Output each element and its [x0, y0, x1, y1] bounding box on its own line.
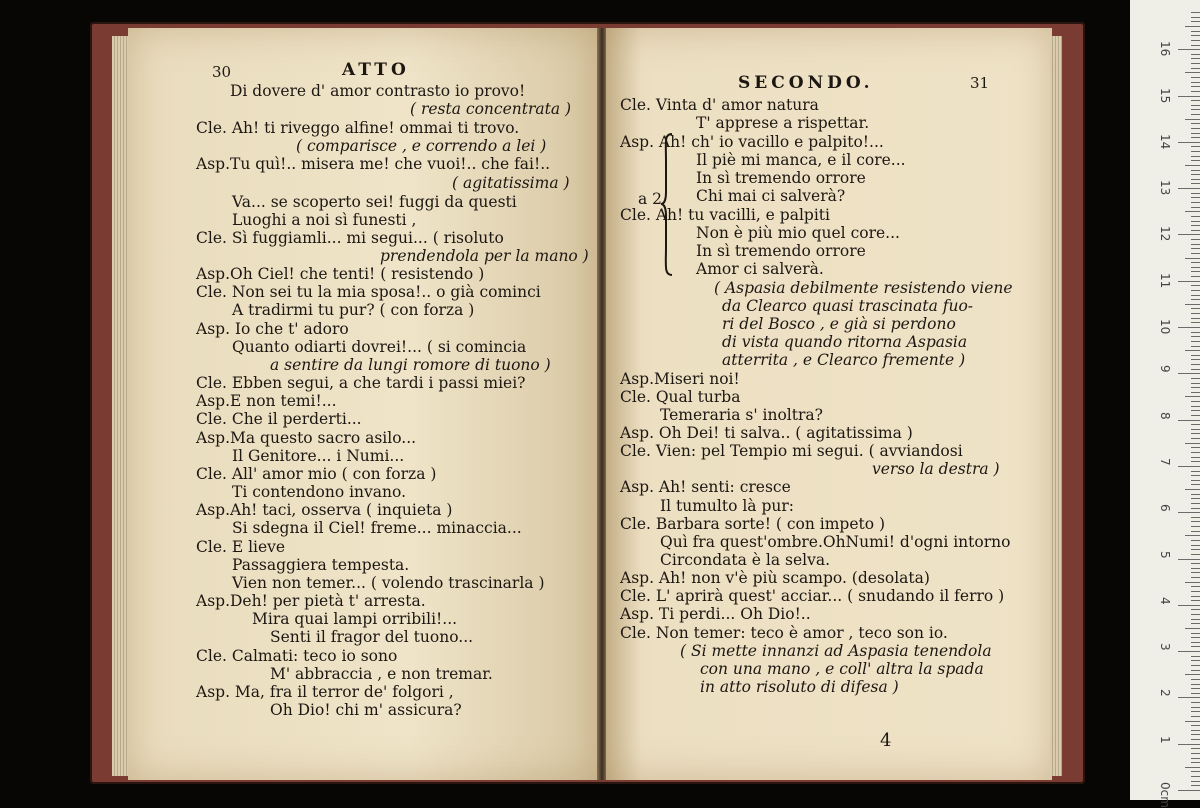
ruler-label: 14: [1158, 133, 1172, 150]
ruler-tick: [1191, 313, 1200, 314]
text-line: Cle. All' amor mio ( con forza ): [196, 465, 437, 483]
text-line: In sì tremendo orrore: [696, 242, 866, 260]
text-line: ( agitatissima ): [452, 174, 570, 192]
ruler-tick: [1191, 128, 1200, 129]
ruler-tick: [1191, 503, 1200, 504]
text-line: Va... se scoperto sei! fuggi da questi: [232, 193, 517, 211]
ruler-tick: [1178, 142, 1200, 143]
ruler-tick: [1191, 688, 1200, 689]
ruler-tick: [1191, 702, 1200, 703]
text-line: Cle. Barbara sorte! ( con impeto ): [620, 515, 886, 533]
ruler-tick: [1191, 239, 1200, 240]
ruler-tick: [1191, 785, 1200, 786]
text-line: Quì fra quest'ombre.OhNumi! d'ogni intorno: [660, 533, 1011, 551]
ruler-tick: [1191, 730, 1200, 731]
ruler-tick: [1191, 410, 1200, 411]
text-line: Asp.E non temi!...: [196, 392, 337, 410]
ruler-tick: [1191, 82, 1200, 83]
ruler-tick: [1185, 119, 1200, 120]
text-line: da Clearco quasi trascinata fuo-: [722, 297, 974, 315]
ruler-tick: [1191, 86, 1200, 87]
ruler-tick: [1191, 540, 1200, 541]
ruler-tick: [1191, 137, 1200, 138]
ruler-tick: [1178, 559, 1200, 560]
ruler-label: 7: [1158, 457, 1172, 466]
text-line: Cle. Qual turba: [620, 388, 741, 406]
ruler-label: 2: [1158, 689, 1172, 698]
ruler-tick: [1191, 271, 1200, 272]
ruler-tick: [1178, 234, 1200, 235]
ruler-tick: [1191, 364, 1200, 365]
text-line: di vista quando ritorna Aspasia: [722, 333, 968, 351]
ruler-tick: [1191, 475, 1200, 476]
text-line: Amor ci salverà.: [696, 260, 824, 278]
text-line: Cle. E lieve: [196, 538, 286, 556]
text-line: Asp.Ah! taci, osserva ( inquieta ): [196, 501, 453, 519]
ruler-tick: [1191, 637, 1200, 638]
text-line: Il tumulto là pur:: [660, 497, 795, 515]
text-line: Asp. Ah! senti: cresce: [620, 478, 791, 496]
ruler-tick: [1191, 244, 1200, 245]
ruler-tick: [1191, 508, 1200, 509]
ruler-tick: [1191, 253, 1200, 254]
ruler-tick: [1191, 531, 1200, 532]
text-line: verso la destra ): [872, 460, 1000, 478]
ruler-tick: [1185, 211, 1200, 212]
ruler-tick: [1185, 767, 1200, 768]
ruler-label: 6: [1158, 504, 1172, 512]
ruler-tick: [1191, 401, 1200, 402]
ruler-tick: [1191, 711, 1200, 712]
text-line: Di dovere d' amor contrasto io provo!: [230, 82, 526, 100]
ruler-label: 0cm: [1158, 782, 1172, 808]
ruler-label: 3: [1158, 643, 1172, 651]
ruler-tick: [1191, 781, 1200, 782]
ruler-label: 12: [1158, 226, 1172, 242]
ruler-tick: [1185, 72, 1200, 73]
text-line: Circondata è la selva.: [660, 551, 831, 569]
ruler-tick: [1191, 174, 1200, 175]
ruler-tick: [1191, 387, 1200, 388]
ruler-tick: [1191, 498, 1200, 499]
ruler-tick: [1191, 179, 1200, 180]
ruler-tick: [1191, 739, 1200, 740]
ruler-tick: [1191, 545, 1200, 546]
text-line: Cle. Ebben segui, a che tardi i passi miei?: [196, 374, 526, 392]
text-line: Cle. Sì fuggiamli... mi segui... ( risoluto: [196, 229, 504, 247]
ruler-tick: [1191, 156, 1200, 157]
text-line: T' apprese a rispettar.: [696, 114, 870, 132]
ruler-tick: [1178, 327, 1200, 328]
ruler-tick: [1191, 54, 1200, 55]
ruler-tick: [1185, 304, 1200, 305]
ruler-tick: [1178, 420, 1200, 421]
ruler-tick: [1191, 725, 1200, 726]
ruler-tick: [1191, 586, 1200, 587]
ruler-tick: [1191, 359, 1200, 360]
ruler-tick: [1191, 614, 1200, 615]
ruler-tick: [1191, 623, 1200, 624]
right-running-header: SECONDO.: [738, 73, 874, 93]
ruler-tick: [1185, 165, 1200, 166]
ruler-label: 4: [1158, 596, 1172, 605]
ruler-tick: [1191, 461, 1200, 462]
ruler-tick: [1191, 230, 1200, 231]
ruler-tick: [1191, 660, 1200, 661]
text-line: Cle. Calmati: teco io sono: [196, 647, 398, 665]
text-line: Cle. Vinta d' amor natura: [620, 96, 819, 114]
ruler-tick: [1191, 438, 1200, 439]
ruler-tick: [1191, 346, 1200, 347]
ruler-tick: [1185, 396, 1200, 397]
ruler-tick: [1191, 322, 1200, 323]
ruler-tick: [1191, 207, 1200, 208]
ruler-tick: [1191, 341, 1200, 342]
ruler-tick: [1185, 489, 1200, 490]
ruler-tick: [1191, 109, 1200, 110]
ruler-tick: [1191, 355, 1200, 356]
ruler-tick: [1191, 716, 1200, 717]
ruler-tick: [1178, 651, 1200, 652]
text-line: Asp. Ah! non v'è più scampo. (desolata): [620, 569, 930, 587]
ruler-tick: [1191, 63, 1200, 64]
ruler-tick: [1191, 480, 1200, 481]
ruler-tick: [1191, 170, 1200, 171]
text-line: Quanto odiarti dovrei!... ( si comincia: [232, 338, 527, 356]
text-line: Cle. Vien: pel Tempio mi segui. ( avviandosi: [620, 442, 963, 460]
text-line: Ti contendono invano.: [232, 483, 407, 501]
ruler-tick: [1191, 295, 1200, 296]
ruler-label: 10: [1158, 319, 1172, 335]
ruler-tick: [1191, 123, 1200, 124]
ruler-tick: [1191, 248, 1200, 249]
ruler-tick: [1191, 378, 1200, 379]
ruler-tick: [1191, 100, 1200, 101]
ruler-tick: [1191, 105, 1200, 106]
ruler-tick: [1191, 762, 1200, 763]
ruler-tick: [1191, 684, 1200, 685]
text-line: ( Si mette innanzi ad Aspasia tenendola: [680, 642, 992, 660]
ruler-tick: [1178, 790, 1200, 791]
measuring-ruler: [1130, 0, 1200, 808]
ruler-tick: [1185, 721, 1200, 722]
ruler-tick: [1191, 133, 1200, 134]
ruler-tick: [1191, 415, 1200, 416]
ruler-tick: [1191, 471, 1200, 472]
ruler-label: 11: [1158, 272, 1172, 288]
text-line: Cle. Ah! ti riveggo alfine! ommai ti trovo.: [196, 119, 520, 137]
text-line: Il piè mi manca, e il core...: [696, 151, 906, 169]
ruler-tick: [1185, 443, 1200, 444]
ruler-label: 15: [1158, 87, 1172, 103]
text-line: M' abbraccia , e non tremar.: [270, 665, 493, 683]
ruler-tick: [1191, 202, 1200, 203]
text-line: ( resta concentrata ): [410, 100, 572, 118]
text-line: Asp.Tu quì!.. misera me! che vuoi!.. che fai!..: [196, 155, 551, 173]
right-page-number: 31: [970, 74, 990, 92]
ruler-tick: [1191, 12, 1200, 13]
ruler-tick: [1191, 31, 1200, 32]
text-line: Cle. Non temer: teco è amor , teco son io.: [620, 624, 948, 642]
text-line: Cle. Che il perderti...: [196, 410, 362, 428]
ruler-tick: [1191, 424, 1200, 425]
ruler-tick: [1191, 494, 1200, 495]
ruler-tick: [1191, 693, 1200, 694]
text-line: Passaggiera tempesta.: [232, 556, 410, 574]
text-line: Asp. Ti perdi... Oh Dio!..: [620, 605, 811, 623]
text-line: Chi mai ci salverà?: [696, 187, 846, 205]
ruler-tick: [1191, 77, 1200, 78]
text-line: Cle. Non sei tu la mia sposa!.. o già cominci: [196, 283, 541, 301]
ruler-tick: [1191, 225, 1200, 226]
text-line: Mira quai lampi orribili!...: [252, 610, 458, 628]
ruler-tick: [1191, 656, 1200, 657]
ruler-tick: [1191, 633, 1200, 634]
ruler-tick: [1191, 670, 1200, 671]
ruler-label: 5: [1158, 550, 1172, 559]
ruler-tick: [1191, 517, 1200, 518]
text-line: Temeraria s' inoltra?: [660, 406, 823, 424]
ruler-tick: [1191, 114, 1200, 115]
ruler-tick: [1178, 373, 1200, 374]
ruler-tick: [1191, 146, 1200, 147]
ruler-tick: [1191, 452, 1200, 453]
text-line: Luoghi a noi sì funesti ,: [232, 211, 417, 229]
ruler-tick: [1191, 707, 1200, 708]
ruler-tick: [1191, 563, 1200, 564]
ruler-tick: [1185, 582, 1200, 583]
ruler-tick: [1191, 753, 1200, 754]
ruler-tick: [1191, 549, 1200, 550]
a-due-label: a 2: [638, 190, 663, 208]
ruler-tick: [1191, 221, 1200, 222]
ruler-tick: [1191, 406, 1200, 407]
ruler-tick: [1191, 318, 1200, 319]
ruler-tick: [1191, 332, 1200, 333]
ruler-tick: [1191, 276, 1200, 277]
ruler-tick: [1191, 91, 1200, 92]
text-line: in atto risoluto di difesa ): [700, 678, 899, 696]
ruler-tick: [1191, 619, 1200, 620]
text-line: a sentire da lungi romore di tuono ): [270, 356, 551, 374]
ruler-tick: [1185, 628, 1200, 629]
ruler-tick: [1178, 744, 1200, 745]
ruler-tick: [1178, 605, 1200, 606]
left-running-header: ATTO: [342, 60, 410, 80]
text-line: ri del Bosco , e già si perdono: [722, 315, 956, 333]
text-line: Asp.Miseri noi!: [620, 370, 740, 388]
text-line: Cle. L' aprirà quest' acciar... ( snudando il ferro ): [620, 587, 1005, 605]
ruler-tick: [1191, 151, 1200, 152]
ruler-tick: [1191, 40, 1200, 41]
ruler-tick: [1178, 697, 1200, 698]
ruler-tick: [1191, 554, 1200, 555]
ruler-tick: [1191, 642, 1200, 643]
ruler-tick: [1191, 392, 1200, 393]
ruler-tick: [1191, 609, 1200, 610]
ruler-tick: [1191, 568, 1200, 569]
text-line: atterrita , e Clearco fremente ): [722, 351, 966, 369]
text-line: Asp. Ma, fra il terror de' folgori ,: [196, 683, 454, 701]
text-line: Asp. Oh Dei! ti salva.. ( agitatissima ): [620, 424, 913, 442]
ruler-tick: [1191, 17, 1200, 18]
ruler-tick: [1191, 771, 1200, 772]
signature-mark: 4: [880, 730, 892, 751]
ruler-tick: [1191, 433, 1200, 434]
ruler-tick: [1191, 572, 1200, 573]
ruler-tick: [1191, 21, 1200, 22]
text-line: In sì tremendo orrore: [696, 169, 866, 187]
ruler-tick: [1191, 183, 1200, 184]
ruler-tick: [1178, 512, 1200, 513]
text-line: Asp. Ah! ch' io vacillo e palpito!...: [620, 133, 884, 151]
text-line: Vien non temer... ( volendo trascinarla ): [232, 574, 545, 592]
ruler-tick: [1191, 748, 1200, 749]
text-line: Asp. Io che t' adoro: [196, 320, 349, 338]
ruler-tick: [1191, 596, 1200, 597]
ruler-tick: [1191, 216, 1200, 217]
text-line: Asp.Deh! per pietà t' arresta.: [196, 592, 426, 610]
ruler-tick: [1191, 160, 1200, 161]
ruler-label: 16: [1158, 41, 1172, 57]
ruler-tick: [1191, 734, 1200, 735]
text-line: ( Aspasia debilmente resistendo viene: [714, 279, 1013, 297]
ruler-tick: [1191, 68, 1200, 69]
ruler-tick: [1191, 35, 1200, 36]
ruler-tick: [1191, 776, 1200, 777]
ruler-tick: [1191, 429, 1200, 430]
ruler-tick: [1191, 484, 1200, 485]
ruler-tick: [1185, 258, 1200, 259]
ruler-tick: [1191, 679, 1200, 680]
text-line: ( comparisce , e correndo a lei ): [296, 137, 547, 155]
ruler-tick: [1191, 267, 1200, 268]
text-line: Asp.Oh Ciel! che tenti! ( resistendo ): [196, 265, 485, 283]
ruler-tick: [1191, 665, 1200, 666]
ruler-tick: [1191, 521, 1200, 522]
ruler-tick: [1191, 193, 1200, 194]
ruler-tick: [1191, 262, 1200, 263]
page-edges-right: [1050, 36, 1062, 776]
text-line: Si sdegna il Ciel! freme... minaccia...: [232, 519, 522, 537]
ruler-tick: [1191, 45, 1200, 46]
ruler-tick: [1185, 26, 1200, 27]
ruler-tick: [1191, 591, 1200, 592]
ruler-tick: [1191, 299, 1200, 300]
text-line: Cle. Ah! tu vacilli, e palpiti: [620, 206, 830, 224]
ruler-tick: [1191, 285, 1200, 286]
ruler-tick: [1191, 336, 1200, 337]
left-page-number: 30: [212, 63, 232, 81]
ruler-tick: [1191, 383, 1200, 384]
ruler-tick: [1178, 188, 1200, 189]
ruler-tick: [1178, 281, 1200, 282]
ruler-tick: [1191, 369, 1200, 370]
ruler-tick: [1191, 58, 1200, 59]
text-line: con una mano , e coll' altra la spada: [700, 660, 984, 678]
ruler-tick: [1191, 308, 1200, 309]
ruler-tick: [1178, 466, 1200, 467]
ruler-tick: [1185, 535, 1200, 536]
text-line: A tradirmi tu pur? ( con forza ): [232, 301, 475, 319]
ruler-tick: [1191, 457, 1200, 458]
text-line: prendendola per la mano ): [380, 247, 589, 265]
ruler-tick: [1191, 197, 1200, 198]
text-line: Il Genitore... i Numi...: [232, 447, 405, 465]
duet-brace: [660, 132, 674, 277]
ruler-tick: [1178, 49, 1200, 50]
ruler-tick: [1191, 290, 1200, 291]
text-line: Oh Dio! chi m' assicura?: [270, 701, 462, 719]
text-line: Non è più mio quel core...: [696, 224, 900, 242]
ruler-label: 9: [1158, 365, 1172, 373]
ruler-tick: [1178, 96, 1200, 97]
text-line: Senti il fragor del tuono...: [270, 628, 474, 646]
ruler-label: 8: [1158, 411, 1172, 420]
ruler-tick: [1185, 350, 1200, 351]
ruler-tick: [1191, 447, 1200, 448]
ruler-tick: [1191, 646, 1200, 647]
ruler-tick: [1191, 600, 1200, 601]
ruler-label: 1: [1158, 735, 1172, 744]
ruler-tick: [1191, 577, 1200, 578]
ruler-tick: [1185, 674, 1200, 675]
ruler-tick: [1191, 758, 1200, 759]
ruler-tick: [1191, 526, 1200, 527]
ruler-label: 13: [1158, 180, 1172, 196]
text-line: Asp.Ma questo sacro asilo...: [196, 429, 417, 447]
